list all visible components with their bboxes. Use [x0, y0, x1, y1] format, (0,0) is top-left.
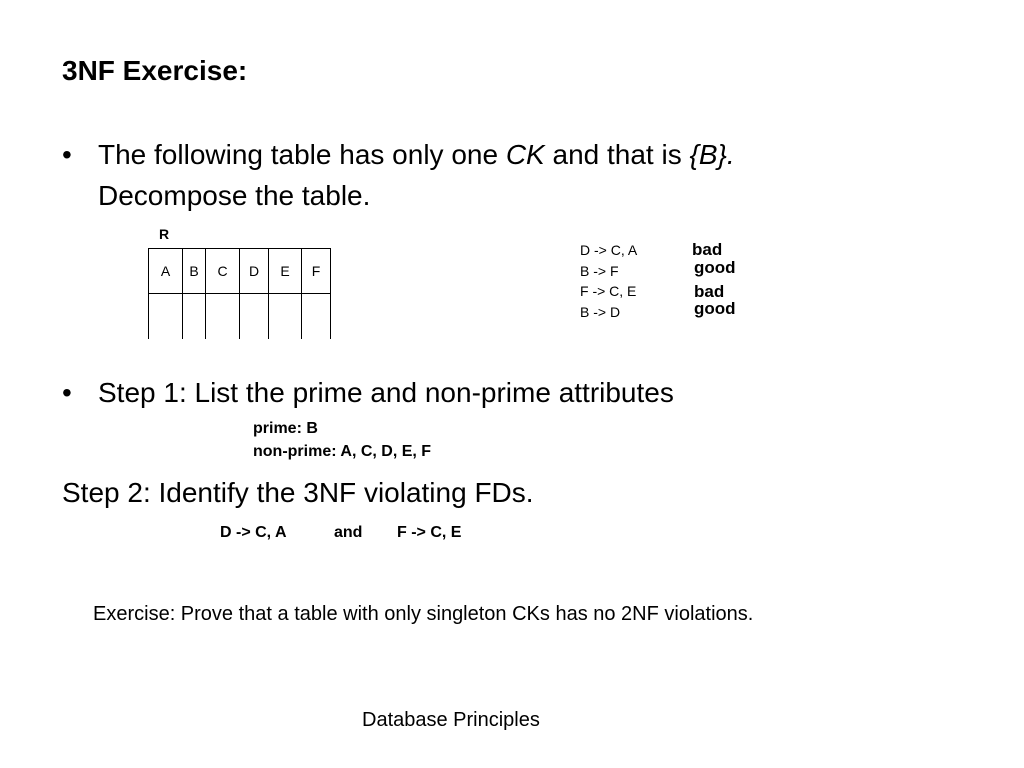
fd-1: D -> C, A — [580, 242, 638, 258]
table-header-row — [149, 249, 331, 294]
nonprime-attributes: non-prime: A, C, D, E, F — [253, 443, 432, 460]
fd-3-verdict: bad — [694, 282, 725, 301]
bullet-icon: • — [62, 139, 72, 170]
column-header-e: E — [269, 249, 302, 294]
fd-4: B -> D — [580, 304, 621, 320]
ck-set: {B}. — [689, 139, 735, 170]
fd-2-verdict: good — [694, 258, 736, 277]
ck-text-part2: and that is — [544, 139, 690, 170]
column-header-a: A — [149, 249, 183, 294]
table-row — [149, 294, 331, 340]
column-header-d: D — [240, 249, 269, 294]
bullet-ck-line2: Decompose the table. — [98, 180, 371, 211]
table-cell — [149, 294, 183, 340]
violation-1: D -> C, A — [220, 524, 287, 541]
table-cell — [240, 294, 269, 340]
column-header-f: F — [302, 249, 331, 294]
fd-1-verdict: bad — [692, 240, 723, 259]
step1-text: Step 1: List the prime and non-prime attributes — [98, 377, 674, 408]
fd-4-verdict: good — [694, 299, 736, 318]
column-header-c: C — [206, 249, 240, 294]
ck-text-part1: The following table has only one — [98, 139, 506, 170]
fd-2: B -> F — [580, 263, 619, 279]
violation-conjunction: and — [334, 524, 363, 541]
fd-3: F -> C, E — [580, 283, 637, 299]
table-name: R — [159, 226, 170, 242]
bullet-ck-text — [98, 139, 735, 171]
relation-table — [148, 248, 331, 339]
step2-text: Step 2: Identify the 3NF violating FDs. — [62, 477, 534, 508]
violation-2: F -> C, E — [397, 524, 462, 541]
table-cell — [269, 294, 302, 340]
table-cell — [183, 294, 206, 340]
exercise-text: Exercise: Prove that a table with only singleton CKs has no 2NF violations. — [93, 603, 754, 625]
bullet-icon: • — [62, 377, 72, 408]
slide-footer: Database Principles — [362, 709, 540, 731]
table-cell — [206, 294, 240, 340]
column-header-b: B — [183, 249, 206, 294]
prime-attributes: prime: B — [253, 420, 318, 437]
table-cell — [302, 294, 331, 340]
ck-term: CK — [505, 139, 545, 170]
slide-title: 3NF Exercise: — [62, 55, 248, 86]
